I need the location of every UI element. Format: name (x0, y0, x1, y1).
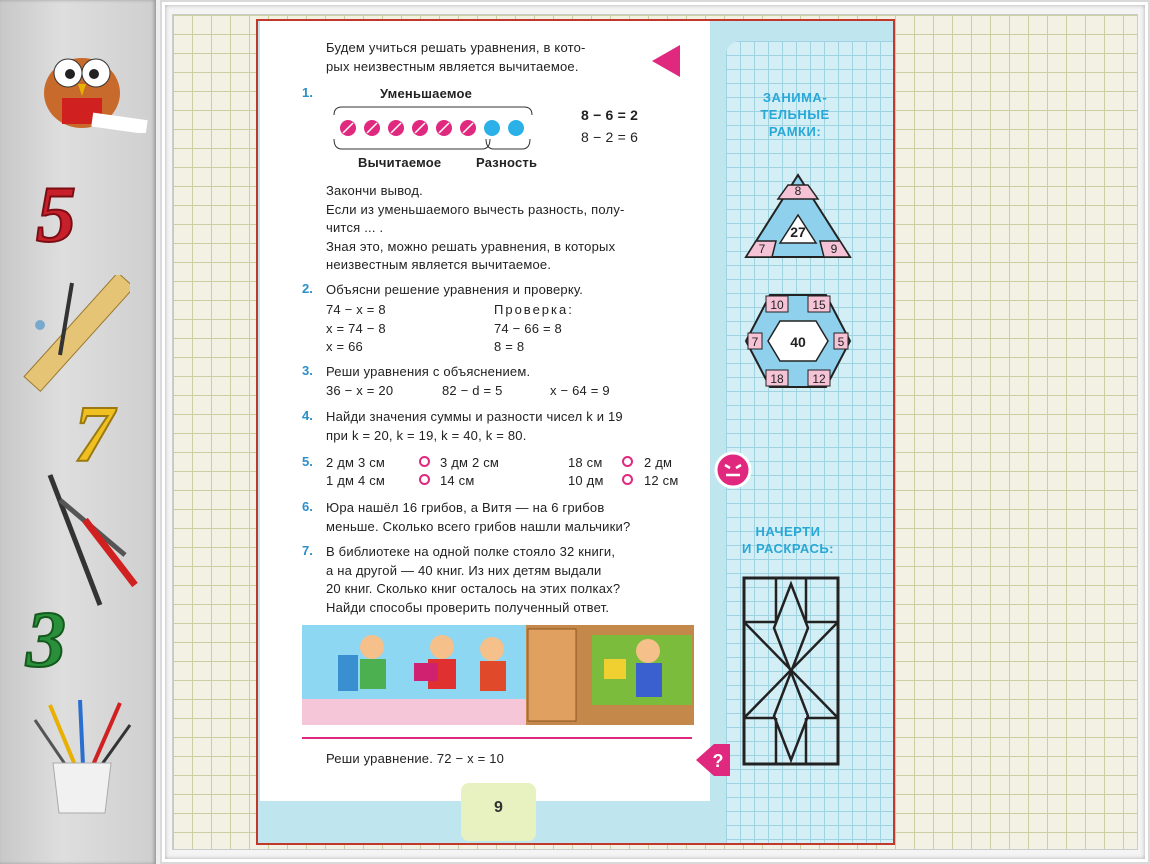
compare-circle[interactable] (622, 474, 633, 485)
task-5-r2b: 14 см (440, 473, 475, 488)
panel-title-1-line-3: РАМКИ: (768, 124, 822, 139)
draw-and-color-pattern (742, 576, 840, 766)
task-5-r2c: 10 дм (568, 473, 604, 488)
task-3-number: 3. (302, 363, 313, 378)
compare-circle[interactable] (622, 456, 633, 467)
smiley-icon[interactable] (713, 451, 753, 489)
task-7-line-1: В библиотеке на одной полке стояло 32 книги, (326, 544, 616, 559)
sidebar-number-5: 5 (36, 175, 76, 250)
hex-r: 5 (837, 335, 845, 349)
conclusion-3: чится ... . (326, 220, 384, 235)
textbook-page[interactable] (256, 19, 895, 845)
library-illustration (302, 625, 694, 725)
equation-main: 8 − 6 = 2 (581, 107, 639, 123)
number-three-icon (22, 600, 87, 675)
panel-title-2-line-1: НАЧЕРТИ (755, 524, 821, 539)
task-1-number: 1. (302, 85, 313, 100)
label-subtrahend: Вычитаемое (358, 155, 442, 170)
pink-arrow-icon (650, 43, 682, 79)
triangle-right: 9 (830, 242, 838, 256)
task-2-left-3: x = 66 (326, 339, 363, 354)
question-marker-icon[interactable] (696, 742, 732, 778)
ruler-pencil-icon (20, 275, 130, 395)
page-number: 9 (461, 783, 536, 841)
hex-bl: 18 (770, 372, 784, 386)
task-5-r1b: 3 дм 2 см (440, 455, 500, 470)
panel-title-1-line-2: ТЕЛЬНЫЕ (760, 107, 830, 122)
task-5-number: 5. (302, 454, 313, 469)
task-5-r1d: 2 дм (644, 455, 673, 470)
hexagon-puzzle (742, 291, 854, 391)
number-five-icon (30, 175, 100, 250)
hex-tl: 10 (770, 298, 784, 312)
check-label: Проверка: (494, 302, 574, 317)
task-4-line-2: при k = 20, k = 19, k = 40, k = 80. (326, 428, 527, 443)
task-5-r2d: 12 см (644, 473, 679, 488)
equation-alt: 8 − 2 = 6 (581, 129, 639, 145)
conclusion-4: Зная это, можно решать уравнения, в которых (326, 239, 616, 254)
task-7-line-3: 20 книг. Сколько книг осталось на этих полках? (326, 581, 621, 596)
conclusion-5: неизвестным является вычитаемое. (326, 257, 552, 272)
sidebar (0, 0, 160, 864)
dots-diagram (332, 103, 534, 153)
compare-circle[interactable] (419, 474, 430, 485)
triangle-top: 8 (794, 184, 802, 198)
triangle-puzzle (742, 171, 854, 263)
number-seven-icon (70, 395, 130, 470)
task-2-number: 2. (302, 281, 313, 296)
conclusion-1: Закончи вывод. (326, 183, 423, 198)
hex-br: 12 (812, 372, 826, 386)
hex-l: 7 (751, 335, 759, 349)
compare-circle[interactable] (419, 456, 430, 467)
task-6-number: 6. (302, 499, 313, 514)
task-6-line-1: Юра нашёл 16 грибов, а Витя — на 6 грибов (326, 500, 605, 515)
task-2-right-1: 74 − 66 = 8 (494, 321, 562, 336)
subtrahend-dots (340, 120, 476, 136)
task-7-line-2: а на другой — 40 книг. Из них детям выдали (326, 563, 602, 578)
triangle-center: 27 (790, 224, 806, 240)
task-5-r1a: 2 дм 3 см (326, 455, 386, 470)
task-2-left-1: 74 − x = 8 (326, 302, 386, 317)
triangle-left: 7 (758, 242, 766, 256)
task-5-r2a: 1 дм 4 см (326, 473, 386, 488)
sidebar-number-3: 3 (26, 600, 66, 675)
owl-icon[interactable] (22, 38, 152, 133)
task-7-line-4: Найди способы проверить полученный ответ. (326, 600, 610, 615)
task-3-eq-2: 82 − d = 5 (442, 383, 503, 398)
kid-3 (480, 637, 506, 691)
hex-center: 40 (790, 334, 806, 350)
task-6-line-2: меньше. Сколько всего грибов нашли мальчики? (326, 519, 631, 534)
task-4-line-1: Найди значения суммы и разности чисел k и 19 (326, 409, 623, 424)
task-7-number: 7. (302, 543, 313, 558)
task-2-right-2: 8 = 8 (494, 339, 525, 354)
task-3-title: Реши уравнения с объяснением. (326, 364, 531, 379)
task-5-r1c: 18 см (568, 455, 603, 470)
panel-title-1-line-1: ЗАНИМА- (762, 90, 828, 105)
question-mark: ? (712, 751, 724, 771)
panel-title-2 (728, 523, 848, 557)
intro-line-2: рых неизвестным является вычитаемое. (326, 59, 579, 74)
pencil-cup-icon (25, 695, 140, 820)
task-3-eq-1: 36 − x = 20 (326, 383, 394, 398)
footer-divider (302, 737, 692, 739)
intro-line-1: Будем учиться решать уравнения, в кото- (326, 40, 586, 55)
sidebar-number-7: 7 (74, 395, 114, 470)
task-2-left-2: x = 74 − 8 (326, 321, 386, 336)
task-2-title: Объясни решение уравнения и проверку. (326, 282, 584, 297)
task-4-number: 4. (302, 408, 313, 423)
difference-dots (484, 120, 524, 136)
compass-icon (25, 470, 140, 610)
panel-title-1 (752, 89, 838, 140)
label-difference: Разность (476, 155, 538, 170)
footer-task: Реши уравнение. 72 − x = 10 (326, 751, 505, 766)
conclusion-2: Если из уменьшаемого вычесть разность, полу- (326, 202, 625, 217)
label-minuend: Уменьшаемое (380, 86, 473, 101)
task-3-eq-3: x − 64 = 9 (550, 383, 610, 398)
hex-tr: 15 (812, 298, 826, 312)
panel-title-2-line-2: И РАСКРАСЬ: (741, 541, 835, 556)
